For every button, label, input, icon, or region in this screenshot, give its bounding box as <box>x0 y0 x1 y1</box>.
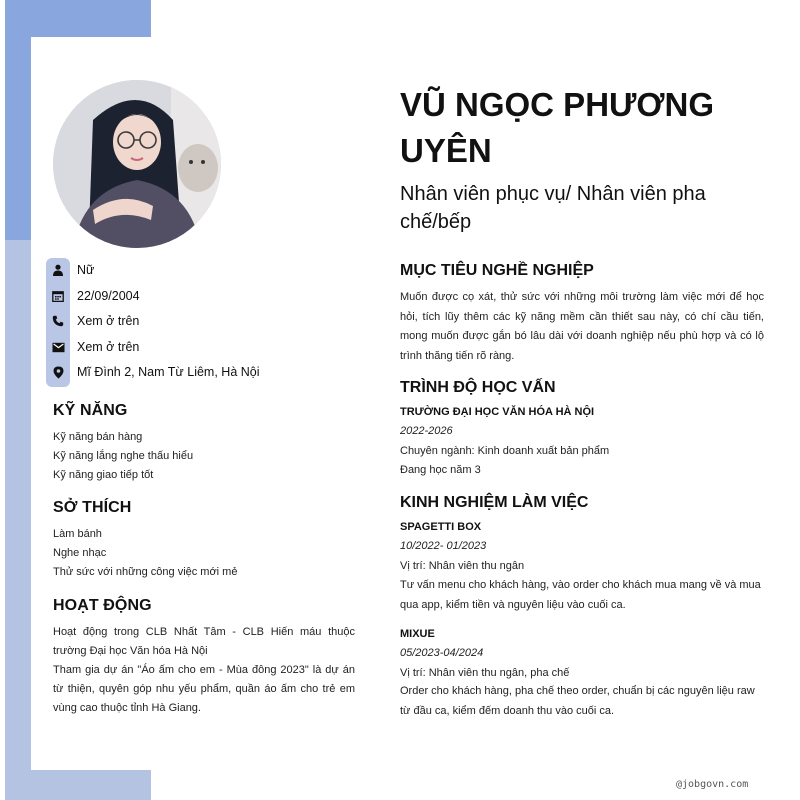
phone-icon <box>46 315 70 327</box>
job-position: Vị trí: Nhân viên thu ngân, pha chế <box>400 667 570 679</box>
email-text: Xem ở trên <box>77 340 140 354</box>
activities-list <box>53 623 355 718</box>
phone-text: Xem ở trên <box>77 314 140 328</box>
education-heading: TRÌNH ĐỘ HỌC VẤN <box>400 379 556 396</box>
list-item: Nghe nhạc <box>53 547 107 559</box>
job-description: Order cho khách hàng, pha chế theo order, chuẩn bị các nguyên liệu raw từ đầu ca, kiểm đếm doanh thu vào cuối ca. <box>400 685 755 717</box>
education-major: Chuyên ngành: Kinh doanh xuất bản phẩm <box>400 445 610 457</box>
hobbies-heading: SỞ THÍCH <box>53 499 132 516</box>
contact-gender <box>46 259 94 281</box>
list-item: Kỹ năng lắng nghe thấu hiểu <box>53 450 194 462</box>
list-item: Kỹ năng bán hàng <box>53 431 143 443</box>
candidate-name: VŨ NGỌC PHƯƠNG UYÊN <box>400 86 715 169</box>
education-status: Đang học năm 3 <box>400 464 481 476</box>
watermark: @jobgovn.com <box>676 779 749 790</box>
list-item: Làm bánh <box>53 528 102 540</box>
list-item: Thử sức với những công việc mới mẻ <box>53 566 238 578</box>
mail-icon <box>46 342 70 353</box>
contact-address <box>46 361 260 383</box>
job-period: 10/2022- 01/2023 <box>400 540 487 552</box>
contact-phone <box>46 310 139 332</box>
list-item: Hoạt động trong CLB Nhất Tâm - CLB Hiến máu thuộc trường Đại học Văn hóa Hà Nội <box>53 626 355 657</box>
job-position: Vị trí: Nhân viên thu ngân <box>400 560 525 572</box>
avatar-photo <box>53 80 221 248</box>
avatar <box>53 80 221 248</box>
job-company: SPAGETTI BOX <box>400 521 482 533</box>
birthday-text: 22/09/2004 <box>77 289 140 303</box>
list-item: Tham gia dự án "Áo ấm cho em - Mùa đông 2023" là dự án từ thiện, quyên góp nhu yếu phẩm, quần áo ấm cho trẻ em vùng cao thuộc tỉnh Hà Giang. <box>53 664 355 714</box>
hobbies-list <box>53 525 353 582</box>
education-period: 2022-2026 <box>400 425 453 437</box>
skills-heading: KỸ NĂNG <box>53 402 128 419</box>
education-school: TRƯỜNG ĐẠI HỌC VĂN HÓA HÀ NỘI <box>400 406 595 418</box>
contact-email <box>46 336 139 358</box>
job-description: Tư vấn menu cho khách hàng, vào order cho khách mua mang về và mua qua app, kiểm tiền và nguyên liệu vào cuối ca. <box>400 579 761 611</box>
job-title: Nhân viên phục vụ/ Nhân viên pha chế/bếp <box>400 183 706 233</box>
objective-text: Muốn được cọ xát, thử sức với những môi trường làm việc mới để học hỏi, tích lũy thêm các kỹ năng mềm cần thiết sau này, có chí cầu tiến, mong muốn được gắn bó lâu dài với doanh nghiệp nếu phù hợp và có lộ trình thăng tiến rõ ràng. <box>400 291 764 362</box>
activities-heading: HOẠT ĐỘNG <box>53 597 152 614</box>
job-period: 05/2023-04/2024 <box>400 647 484 659</box>
job-company: MIXUE <box>400 628 435 640</box>
objective-heading: MỤC TIÊU NGHỀ NGHIỆP <box>400 262 594 279</box>
contact-birthday <box>46 285 140 307</box>
list-item: Kỹ năng giao tiếp tốt <box>53 469 154 481</box>
experience-heading: KINH NGHIỆM LÀM VIỆC <box>400 494 589 511</box>
calendar-icon <box>46 290 70 302</box>
address-text: Mĩ Đình 2, Nam Từ Liêm, Hà Nội <box>77 365 260 379</box>
location-pin-icon <box>46 366 70 379</box>
skills-list <box>53 428 353 485</box>
person-icon <box>46 264 70 276</box>
gender-text: Nữ <box>77 263 95 277</box>
